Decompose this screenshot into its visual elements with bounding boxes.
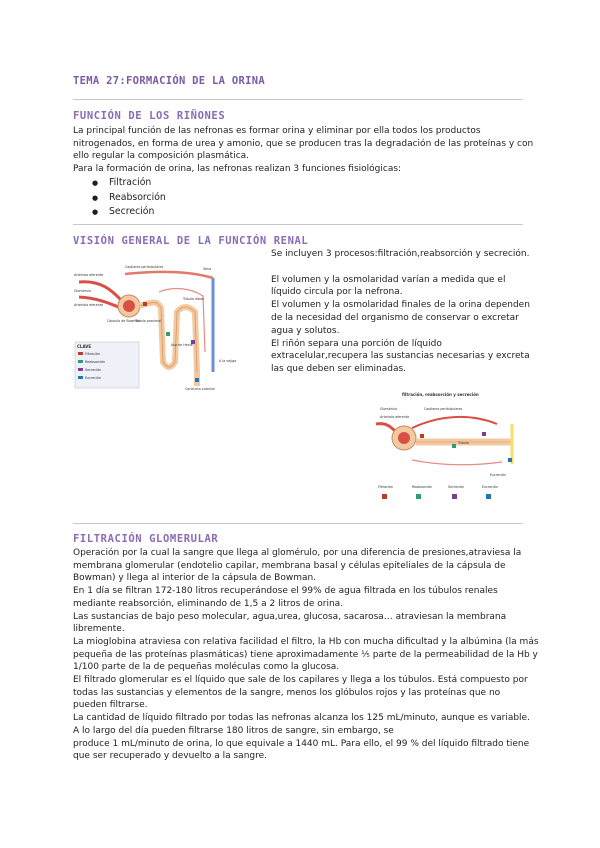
text-line: Operación por la cual la sangre que llega al glomérulo, por una diferencia de presiones,atraviesa la — [73, 548, 522, 558]
text-line: El filtrado glomerular es el líquido que sale de los capilares y llega a los túbulos. Está compuesto por — [73, 675, 528, 686]
section-heading-funcion: FUNCIÓN DE LOS RIÑONES — [73, 110, 226, 122]
section-heading-filtracion: FILTRACIÓN GLOMERULAR — [73, 533, 219, 545]
label-peri: Capilares peritubulares — [424, 407, 463, 411]
label-tub: Túbulo — [458, 441, 469, 445]
text-line: Para la formación de orina, las nefronas realizan 3 funciones fisiológicas: — [73, 164, 402, 175]
text-line: Se incluyen 3 procesos:filtración,reabsorción y secreción. — [271, 249, 530, 259]
text-line: todas las sustancias y elementos de la sangre, menos los glóbulos rojos y las proteínas que no — [73, 687, 501, 698]
funcion-paragraph — [73, 125, 534, 176]
label-dist: Túbulo distal — [183, 297, 204, 301]
box-secretion: Secreción — [448, 485, 465, 489]
key-excretion: Excreción — [85, 376, 101, 380]
label-eff: Arteriola eferente — [74, 303, 104, 307]
section-heading-vision: VISIÓN GENERAL DE LA FUNCIÓN RENAL — [73, 235, 309, 247]
text-line: de la necesidad del organismo de conservar o excretar — [271, 312, 519, 323]
text-line: El volumen y la osmolaridad finales de la orina dependen — [271, 300, 530, 311]
text-line — [271, 261, 531, 274]
list-item: ● Reabsorción — [92, 191, 166, 206]
label-glom: Glomérulo — [74, 289, 92, 293]
text-line: líquido circula por la nefrona. — [271, 287, 403, 298]
figure2-caption: filtración, reabsorción y secreción — [402, 392, 479, 397]
text-line: A lo largo del día pueden filtrarse 180 litros de sangre, sin embargo, se — [73, 725, 394, 736]
label-urine: A la vejiga — [219, 359, 237, 363]
text-line: pequeña de las proteínas plasmáticas) tiene aproximadamente ⅕ parte de la permeabilidad de la Hb y — [73, 649, 538, 660]
divider — [73, 224, 523, 225]
label-ex: Excreción — [490, 473, 506, 477]
text-line: que ser recuperado y devuelto a la sangre. — [73, 751, 268, 762]
label-peri: Capilares peritubulares — [125, 265, 164, 269]
text-line: mediante reabsorción, eliminando de 1,5 a 2 litros de orina. — [73, 598, 344, 609]
text-line: En 1 día se filtran 172-180 litros recuperándose el 99% de agua filtrada en los túbulos renales — [73, 586, 498, 597]
box-excretion: Excreción — [482, 485, 498, 489]
text-line: agua y solutos. — [271, 325, 340, 336]
label-vein: Vena — [203, 267, 212, 271]
text-line: extracelular,recupera las sustancias necesarias y excreta — [271, 351, 530, 362]
text-line: El volumen y la osmolaridad varían a medida que el — [271, 274, 506, 285]
text-line: pueden filtrarse. — [73, 700, 148, 711]
key-reabsorption: Reabsorción — [85, 360, 106, 364]
text-line: La principal función de las nefronas es formar orina y eliminar por ella todos los productos — [73, 126, 481, 136]
text-line: produce 1 mL/minuto de orina, lo que equivale a 1440 mL. Para ello, el 99 % del líquido filtrado tiene — [73, 738, 530, 749]
page-title: TEMA 27:FORMACIÓN DE LA ORINA — [73, 75, 266, 87]
key-title: CLAVE — [77, 344, 92, 349]
divider — [73, 523, 523, 524]
text-line: ello regular la composición plasmática. — [73, 151, 250, 162]
functions-list — [92, 176, 166, 220]
text-line: libremente. — [73, 624, 125, 635]
text-line: El riñón separa una porción de líquido — [271, 338, 442, 349]
text-line: membrana glomerular (endotelio capilar, membrana basal y células epiteliales de la cápsula de — [73, 560, 506, 571]
vision-text — [271, 248, 531, 376]
list-item: ● Filtración — [92, 176, 166, 191]
label-bowman: Cápsula de Bowman — [107, 319, 141, 323]
box-filtration: Filtración — [378, 485, 393, 489]
text-line: 1/100 parte de la de pequeñas moléculas como la glucosa. — [73, 662, 340, 673]
list-item: ● Secreción — [92, 205, 166, 220]
label-aff: Arteriola aferente — [74, 273, 104, 277]
text-line: Bowman) y llega al interior de la cápsula de Bowman. — [73, 573, 317, 584]
label-aff: Arteriola aferente — [380, 415, 410, 419]
text-line: La mioglobina atraviesa con relativa facilidad el filtro, la Hb con mucha dificultad y la albúmina (la más — [73, 636, 539, 647]
text-line: Las sustancias de bajo peso molecular, agua,urea, glucosa, sacarosa… atraviesan la membrana — [73, 611, 507, 622]
filtracion-paragraph — [73, 547, 539, 763]
key-secretion: Secreción — [85, 368, 102, 372]
box-reabsorption: Reabsorción — [412, 485, 433, 489]
key-filtration: Filtración — [85, 352, 100, 356]
process-diagram — [372, 384, 524, 510]
divider — [73, 99, 523, 100]
label-loop: Asa de Henle — [171, 343, 193, 347]
text-line: las que deben ser eliminadas. — [271, 364, 407, 375]
text-line: nitrogenados, en forma de urea y amonio, que se producen tras la degradación de las proteínas y con — [73, 138, 534, 149]
label-prox: Túbulo proximal — [135, 319, 162, 323]
text-line: La cantidad de líquido filtrado por todas las nefronas alcanza los 125 mL/minuto, aunque es variable. — [73, 713, 530, 724]
label-glom: Glomérulo — [380, 407, 398, 411]
nephron-diagram — [73, 262, 268, 400]
label-coll: Conducto colector — [185, 387, 216, 391]
